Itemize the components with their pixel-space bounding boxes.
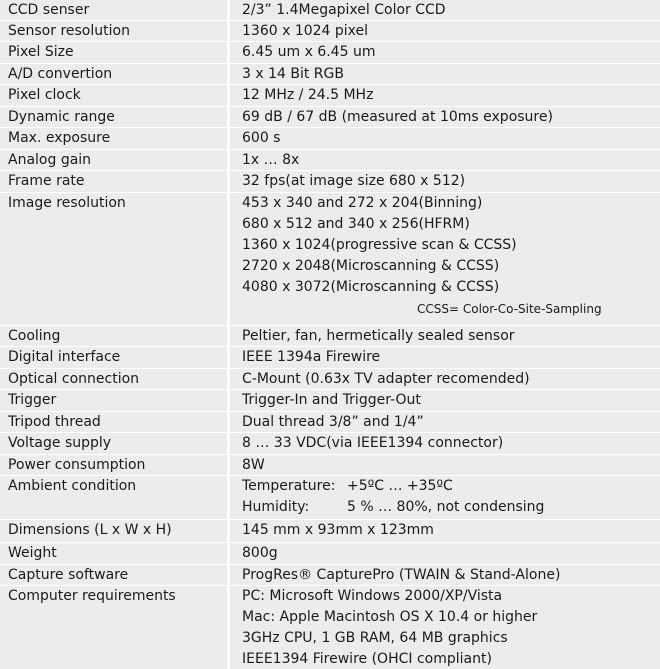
ccss-footnote: CCSS= Color-Co-Site-Sampling (417, 302, 602, 316)
spec-label: Weight (0, 543, 227, 564)
spec-label: Power consumption (0, 455, 227, 475)
spec-label: Dynamic range (0, 107, 227, 127)
resolution-line: 1360 x 1024(progressive scan & CCSS) (242, 237, 517, 253)
spec-label: Image resolution (0, 193, 227, 325)
spec-value: C-Mount (0.63x TV adapter recomended) (230, 369, 660, 389)
spec-label: Trigger (0, 390, 227, 411)
spec-value: ProgRes® CapturePro (TWAIN & Stand-Alone) (230, 565, 660, 585)
resolution-line: 4080 x 3072(Microscanning & CCSS) (242, 279, 500, 295)
spec-label: Frame rate (0, 171, 227, 192)
spec-value: 8W (230, 455, 660, 475)
spec-value: 6.45 um x 6.45 um (230, 42, 660, 63)
temperature-key: Temperature: (242, 478, 336, 494)
resolution-line: 453 x 340 and 272 x 204(Binning) (242, 195, 483, 211)
spec-value: 600 s (230, 128, 660, 149)
spec-value: 1x … 8x (230, 150, 660, 170)
spec-value: 12 MHz / 24.5 MHz (230, 85, 660, 106)
spec-label: Cooling (0, 326, 227, 346)
spec-value: 3 x 14 Bit RGB (230, 64, 660, 84)
spec-value: Dual thread 3/8” and 1/4” (230, 412, 660, 432)
spec-value: 1360 x 1024 pixel (230, 21, 660, 41)
resolution-line: 680 x 512 and 340 x 256(HFRM) (242, 216, 470, 232)
spec-label: A/D convertion (0, 64, 227, 84)
spec-label: Ambient condition (0, 476, 227, 519)
spec-label: Digital interface (0, 347, 227, 368)
spec-label: Voltage supply (0, 433, 227, 454)
spec-value: Peltier, fan, hermetically sealed sensor (230, 326, 660, 346)
spec-value: 2/3” 1.4Megapixel Color CCD (230, 0, 660, 20)
spec-value: 69 dB / 67 dB (measured at 10ms exposure) (230, 107, 660, 127)
spec-value: 32 fps(at image size 680 x 512) (230, 171, 660, 192)
spec-label: CCD senser (0, 0, 227, 20)
spec-label: Analog gain (0, 150, 227, 170)
humidity-key: Humidity: (242, 499, 310, 515)
spec-value: 800g (230, 543, 660, 564)
spec-value-multiline (230, 476, 660, 519)
resolution-line: 2720 x 2048(Microscanning & CCSS) (242, 258, 500, 274)
spec-label: Pixel Size (0, 42, 227, 63)
requirement-line: Mac: Apple Macintosh OS X 10.4 or higher (242, 609, 538, 625)
spec-label: Dimensions (L x W x H) (0, 520, 227, 542)
spec-label: Max. exposure (0, 128, 227, 149)
humidity-value: 5 % … 80%, not condensing (347, 499, 545, 515)
temperature-value: +5ºC … +35ºC (347, 478, 453, 494)
spec-value: Trigger-In and Trigger-Out (230, 390, 660, 411)
spec-label: Optical connection (0, 369, 227, 389)
ambient-temperature (242, 476, 660, 497)
spec-value: IEEE 1394a Firewire (230, 347, 660, 368)
spec-label: Capture software (0, 565, 227, 585)
spec-value: 8 … 33 VDC(via IEEE1394 connector) (230, 433, 660, 454)
spec-value-multiline (230, 586, 660, 669)
ambient-humidity (242, 497, 660, 518)
spec-label: Sensor resolution (0, 21, 227, 41)
requirement-line: IEEE1394 Firewire (OHCI compliant) (242, 651, 492, 667)
spec-value: 145 mm x 93mm x 123mm (230, 520, 660, 542)
spec-label: Tripod thread (0, 412, 227, 432)
spec-value-multiline (230, 193, 660, 325)
spec-label: Computer requirements (0, 586, 227, 669)
requirement-line: 3GHz CPU, 1 GB RAM, 64 MB graphics (242, 630, 508, 646)
spec-label: Pixel clock (0, 85, 227, 106)
requirement-line: PC: Microsoft Windows 2000/XP/Vista (242, 588, 503, 604)
